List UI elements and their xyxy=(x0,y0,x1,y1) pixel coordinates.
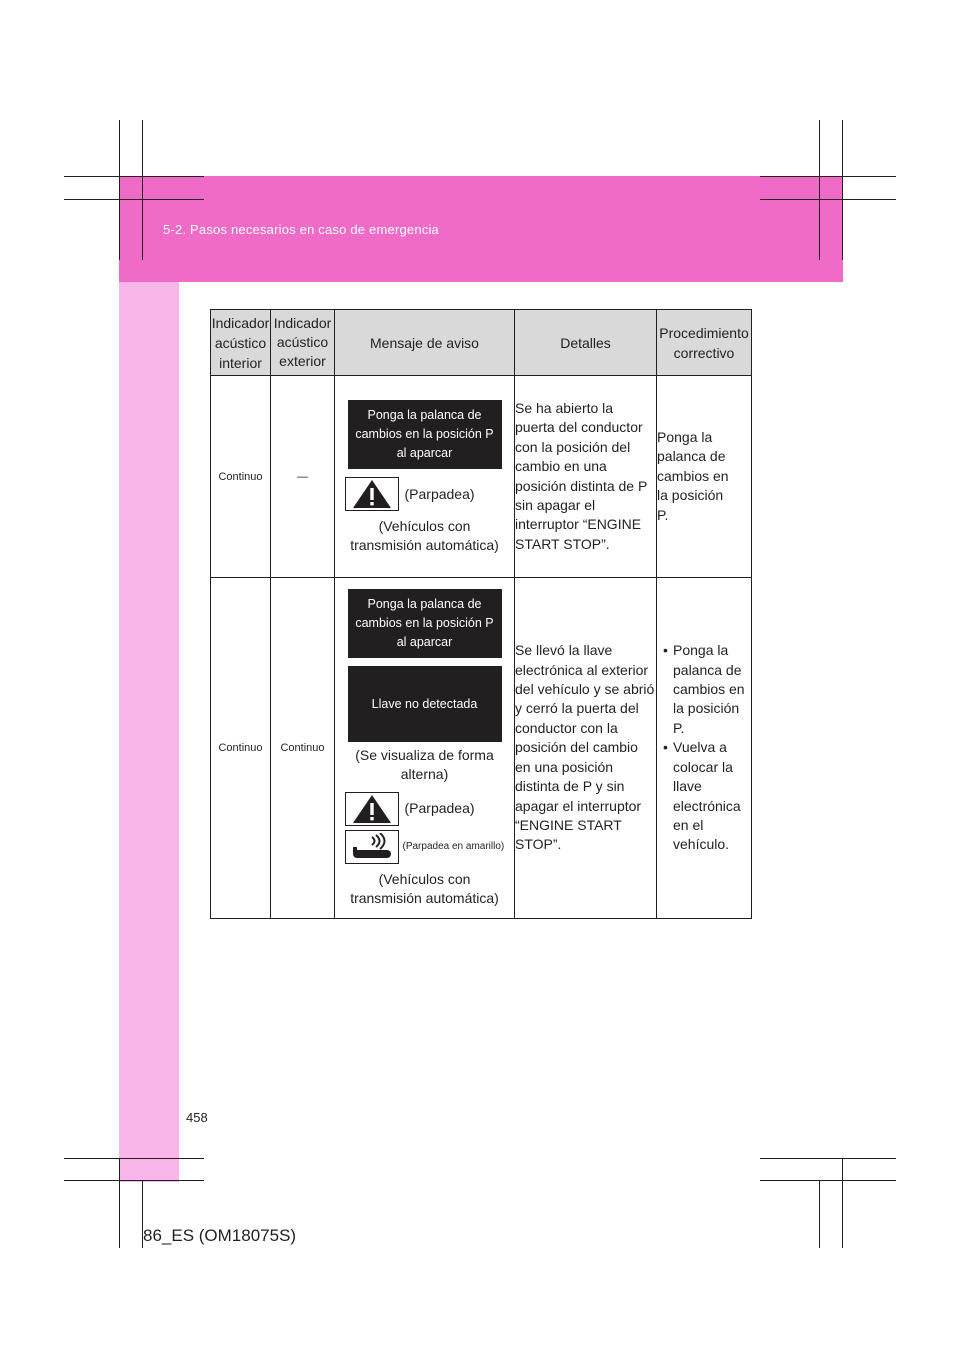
display-message-screen: Llave no detectada xyxy=(348,666,502,742)
procedure-step: • Vuelva a colocar la llave electrónica en el vehículo. xyxy=(663,738,747,854)
indicator-line xyxy=(345,792,505,826)
warning-message-cell xyxy=(335,578,515,919)
warning-message-cell xyxy=(335,376,515,578)
table-row xyxy=(211,376,752,578)
crop-mark xyxy=(819,1180,820,1248)
indicator-line xyxy=(345,477,505,511)
crop-mark xyxy=(842,120,843,260)
header-interior-buzzer: Indicador acústico interior xyxy=(211,310,271,376)
warning-triangle-glyph xyxy=(352,794,392,824)
crop-mark xyxy=(142,120,143,260)
details-cell: Se llevó la llave electrónica al exterior del vehículo y se abrió y cerró la puerta del conductor con la posición del cambio en una posición distinta de P y sin apagar el interruptor “ENGINE START STOP”. xyxy=(515,578,657,919)
header-details: Detalles xyxy=(515,310,657,376)
display-message-screen: Ponga la palanca de cambios en la posición P al aparcar xyxy=(348,589,502,658)
crop-mark xyxy=(64,176,204,177)
smart-key-glyph xyxy=(350,833,394,861)
side-tab-band xyxy=(119,282,179,1182)
crop-mark xyxy=(842,1158,843,1248)
table-row xyxy=(211,578,752,919)
interior-buzzer-cell: Continuo xyxy=(211,578,271,919)
crop-mark xyxy=(760,1180,896,1181)
crop-mark xyxy=(760,199,896,200)
alternate-display-note: (Se visualiza de forma alterna) xyxy=(355,746,494,782)
crop-mark xyxy=(119,120,120,260)
header-exterior-buzzer xyxy=(271,310,335,376)
vehicle-note: (Vehículos con transmisión automática) xyxy=(350,518,499,553)
indicator-caption: (Parpadea) xyxy=(404,800,475,816)
details-cell: Se ha abierto la puerta del conductor con la posición del cambio en una posición distinta de P sin apagar el interruptor “ENGINE START STOP”. xyxy=(515,376,657,578)
procedure-step: Ponga la palanca de cambios en la posición P. xyxy=(657,428,729,523)
procedure-list xyxy=(663,641,751,854)
vehicle-note: (Vehículos con transmisión automática) xyxy=(350,870,499,906)
document-code: 86_ES (OM18075S) xyxy=(143,1226,297,1245)
warning-triangle-icon xyxy=(345,477,399,511)
header-exterior-line: acústico xyxy=(276,334,329,350)
crop-mark xyxy=(760,1158,896,1159)
crop-mark xyxy=(64,199,204,200)
table-header-row xyxy=(211,310,752,376)
indicator-line xyxy=(345,830,505,864)
exterior-buzzer-cell: — xyxy=(271,376,335,578)
header-corrective-procedure: Procedimiento correctivo xyxy=(657,310,752,376)
crop-mark xyxy=(760,176,896,177)
interior-buzzer-cell: Continuo xyxy=(211,376,271,578)
procedure-cell xyxy=(657,578,752,919)
procedure-step: • Ponga la palanca de cambios en la posición P. xyxy=(663,641,745,738)
section-title: 5-2. Pasos necesarios en caso de emergencia xyxy=(163,222,439,237)
page-number: 458 xyxy=(186,1110,208,1125)
header-exterior-line: Indicador xyxy=(273,315,332,331)
smart-key-icon xyxy=(345,830,399,864)
indicator-caption: (Parpadea en amarillo) xyxy=(402,841,505,852)
crop-mark xyxy=(64,1180,204,1181)
header-exterior-line: exterior xyxy=(279,353,326,369)
display-message-screen: Ponga la palanca de cambios en la posición P al aparcar xyxy=(348,400,502,469)
indicator-caption: (Parpadea) xyxy=(404,485,475,502)
crop-mark xyxy=(119,1158,120,1248)
warning-triangle-glyph xyxy=(352,479,392,509)
procedure-cell xyxy=(657,376,752,578)
header-warning-message: Mensaje de aviso xyxy=(335,310,515,376)
warning-message-table xyxy=(210,309,752,919)
warning-triangle-icon xyxy=(345,792,399,826)
exterior-buzzer-cell: Continuo xyxy=(271,578,335,919)
crop-mark xyxy=(819,120,820,260)
crop-mark xyxy=(64,1158,204,1159)
